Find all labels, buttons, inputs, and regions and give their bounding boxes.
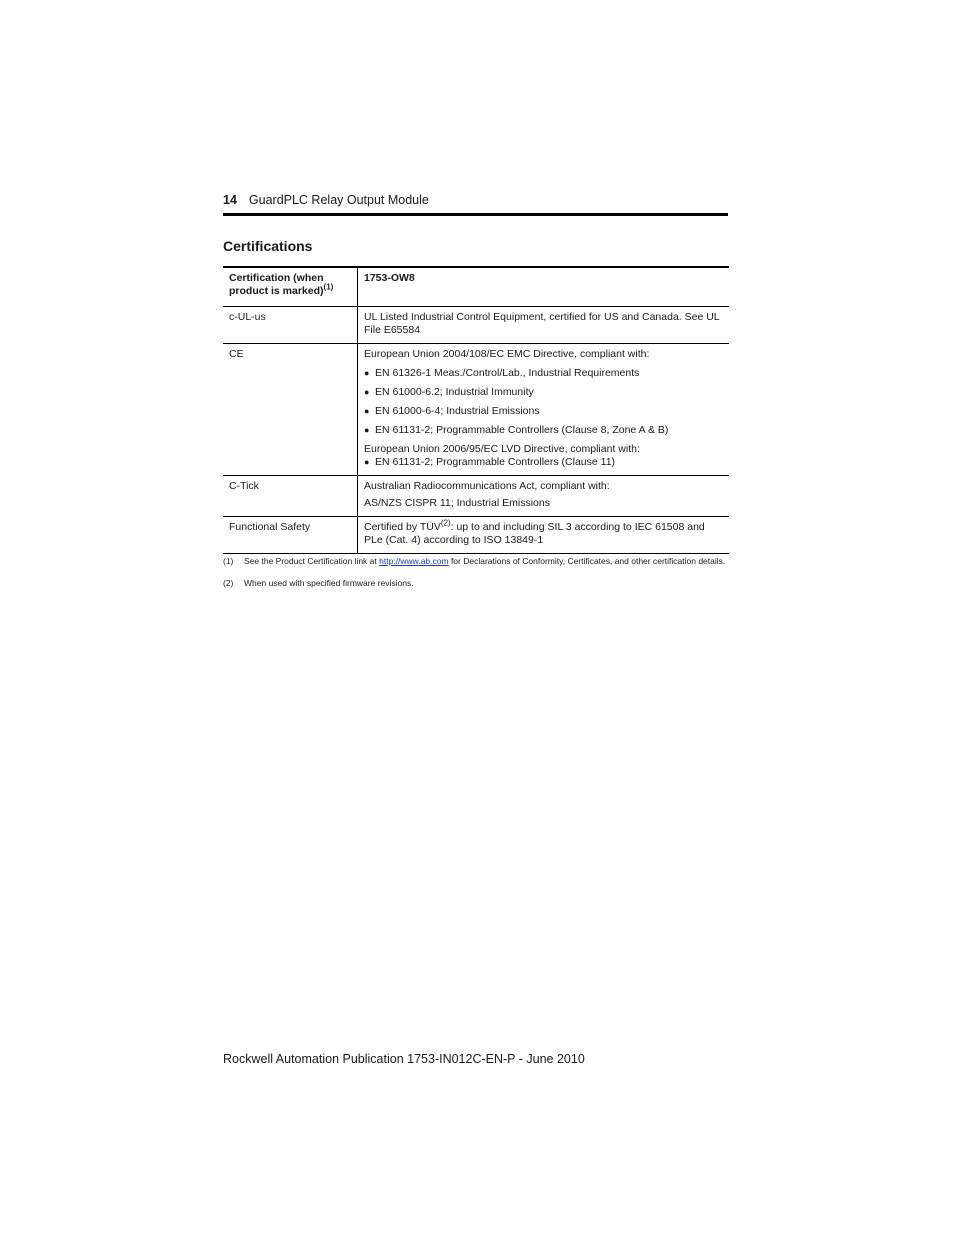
column-header-model: 1753-OW8	[364, 272, 415, 284]
list-item: ● EN 61131-2; Programmable Controllers (Clause 8, Zone A & B)	[364, 424, 723, 437]
cert-label: C-Tick	[223, 476, 358, 517]
ab-com-link[interactable]: http://www.ab.com	[379, 556, 449, 566]
footnotes	[223, 556, 729, 600]
footnote-2: (2) When used with specified firmware revisions.	[223, 578, 414, 588]
certifications-table	[223, 266, 729, 554]
section-title: Certifications	[223, 238, 313, 254]
footnote-1: (1) See the Product Certification link at http://www.ab.com for Declarations of Conformity, Certificates, and other certification details.	[223, 556, 726, 566]
cert-description	[358, 344, 730, 476]
cert-label: Functional Safety	[223, 517, 358, 554]
page-footer: Rockwell Automation Publication 1753-IN012C-EN-P - June 2010	[223, 1052, 585, 1066]
page-number: 14	[223, 193, 237, 207]
document-title: GuardPLC Relay Output Module	[248, 193, 429, 207]
table-row	[223, 344, 729, 476]
table-header-row	[223, 267, 729, 307]
list-item: ● EN 61000-6.2; Industrial Immunity	[364, 386, 723, 399]
cert-description: UL Listed Industrial Control Equipment, certified for US and Canada. See UL File E65584	[364, 311, 720, 336]
table-row	[223, 517, 729, 554]
cert-label: c-UL-us	[223, 307, 358, 344]
table-row	[223, 476, 729, 517]
page-header	[223, 192, 728, 208]
footnote-ref-2: (2)	[440, 518, 451, 528]
ce-intro-lvd: European Union 2006/95/EC LVD Directive, compliant with:	[364, 443, 640, 455]
ce-lvd-list	[364, 456, 723, 469]
cert-label: CE	[223, 344, 358, 476]
list-item: ● EN 61326-1 Meas./Control/Lab., Industrial Requirements	[364, 367, 723, 380]
column-header-certification: Certification (when product is marked)$^{(1)}$	[223, 267, 358, 307]
cert-description: Certified by TÜV$^{(2)}$: up to and including SIL 3 according to IEC 61508 and PLe (Cat. 4) according to ISO 13849-1	[364, 518, 705, 546]
footnote-ref-1: (1)	[323, 282, 334, 292]
table-row	[223, 307, 729, 344]
header-rule	[223, 213, 728, 216]
cert-description: Australian Radiocommunications Act, compliant with: AS/NZS CISPR 11; Industrial Emissions	[364, 480, 610, 509]
list-item: ● EN 61000-6-4; Industrial Emissions	[364, 405, 723, 418]
list-item: ● EN 61131-2; Programmable Controllers (Clause 11)	[364, 456, 723, 469]
ce-emc-list	[364, 367, 723, 437]
ce-intro: European Union 2004/108/EC EMC Directive, compliant with:	[364, 348, 650, 360]
